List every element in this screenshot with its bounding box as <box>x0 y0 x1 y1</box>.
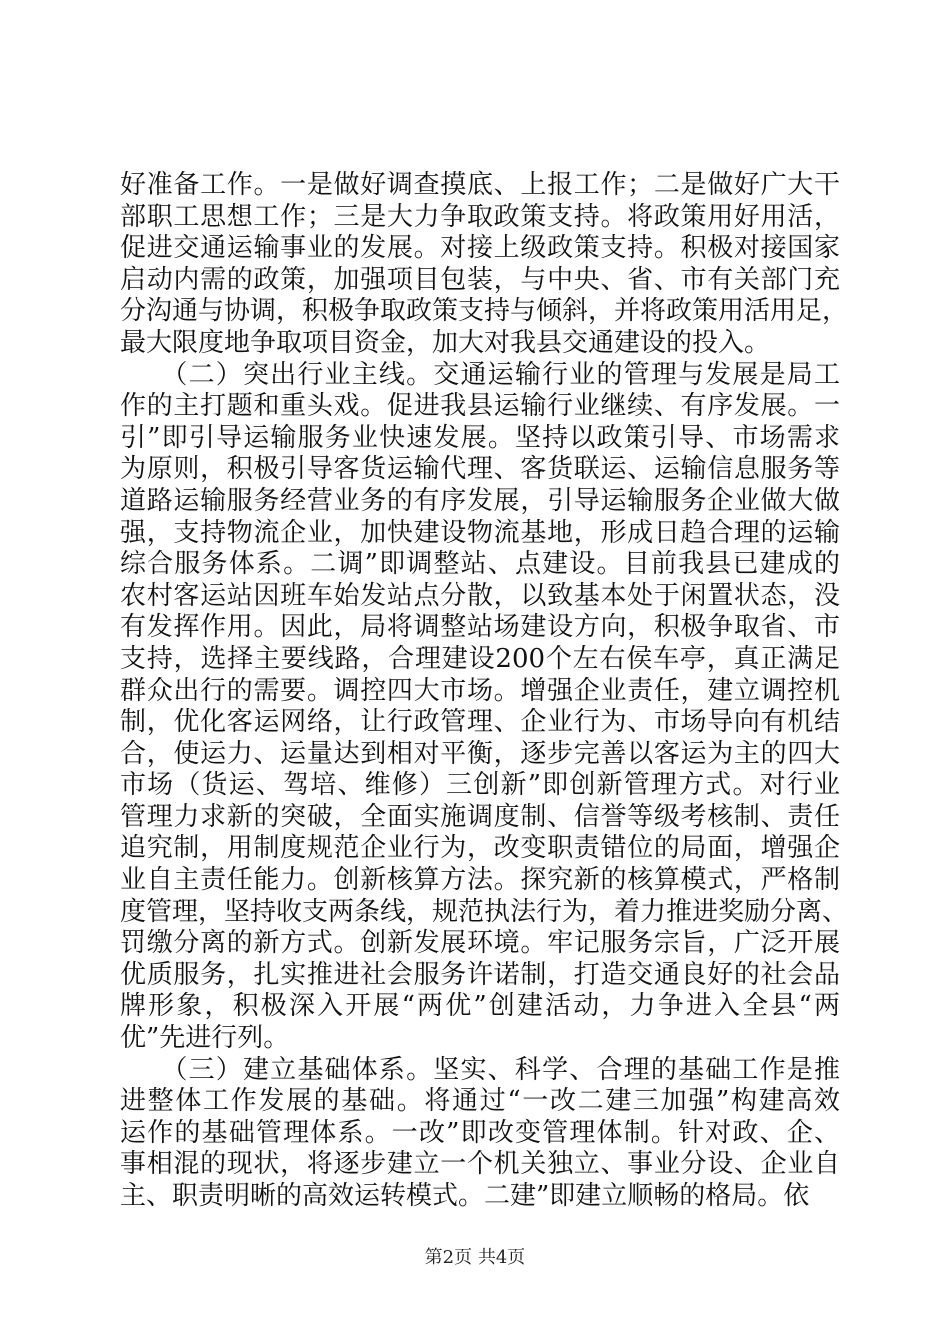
text-line: 优”先进行列。 <box>120 1023 290 1054</box>
text-line: 制，优化客运网络，让行政管理、企业行为、市场导向有机结 <box>120 707 840 738</box>
text-line: 部职工思想工作；三是大力争取政策支持。将政策用好用活， <box>120 201 840 232</box>
text-line: 引”即引导运输服务业快速发展。坚持以政策引导、市场需求 <box>120 422 840 453</box>
text-line: 业自主责任能力。创新核算方法。探究新的核算模式，严格制 <box>120 865 840 896</box>
text-line: 优质服务，扎实推进社会服务许诺制，打造交通良好的社会品 <box>120 959 840 990</box>
text-line: 合，使运力、运量达到相对平衡，逐步完善以客运为主的四大 <box>120 738 840 769</box>
text-line: 最大限度地争取项目资金，加大对我县交通建设的投入。 <box>120 327 771 358</box>
text-line: 追究制，用制度规范企业行为，改变职责错位的局面，增强企 <box>120 833 840 864</box>
body-text <box>120 170 849 1213</box>
text-line: 有发挥作用。因此，局将调整站场建设方向，积极争取省、市 <box>120 612 840 643</box>
text-line: 运作的基础管理体系。一改”即改变管理体制。针对政、企、 <box>120 1117 840 1148</box>
text-line: 罚缴分离的新方式。创新发展环境。牢记服务宗旨，广泛开展 <box>120 928 840 959</box>
text-line: 促进交通运输事业的发展。对接上级政策支持。积极对接国家 <box>120 233 840 264</box>
text-line: 支持，选择主要线路，合理建设200个左右侯车亭，真正满足 <box>120 643 840 674</box>
text-line: 为原则，积极引导客货运输代理、客货联运、运输信息服务等 <box>120 454 840 485</box>
text-line: 牌形象，积极深入开展“两优”创建活动，力争进入全县“两 <box>120 991 840 1022</box>
text-line: 强，支持物流企业，加快建设物流基地，形成日趋合理的运输 <box>120 517 840 548</box>
text-line: （三）建立基础体系。坚实、科学、合理的基础工作是推 <box>120 1054 840 1085</box>
text-line: 主、职责明晰的高效运转模式。二建”即建立顺畅的格局。依 <box>120 1181 810 1211</box>
text-line: （二）突出行业主线。交通运输行业的管理与发展是局工 <box>120 359 840 390</box>
text-line: 市场（货运、驾培、维修）三创新”即创新管理方式。对行业 <box>120 770 840 801</box>
text-line: 启动内需的政策，加强项目包装，与中央、省、市有关部门充 <box>120 264 840 295</box>
text-line: 好准备工作。一是做好调查摸底、上报工作；二是做好广大干 <box>120 170 840 200</box>
text-line: 管理力求新的突破，全面实施调度制、信誉等级考核制、责任 <box>120 801 840 832</box>
text-line: 事相混的现状，将逐步建立一个机关独立、事业分设、企业自 <box>120 1149 840 1180</box>
text-line: 综合服务体系。二调”即调整站、点建设。目前我县已建成的 <box>120 549 840 580</box>
text-line: 农村客运站因班车始发站点分散，以致基本处于闲置状态，没 <box>120 580 840 611</box>
text-line: 分沟通与协调，积极争取政策支持与倾斜，并将政策用活用足， <box>120 296 849 327</box>
text-line: 群众出行的需要。调控四大市场。增强企业责任，建立调控机 <box>120 675 840 706</box>
text-line: 进整体工作发展的基础。将通过“一改二建三加强”构建高效 <box>120 1086 840 1117</box>
page-footer: 第2页 共4页 <box>424 1247 526 1268</box>
text-line: 度管理，坚持收支两条线，规范执法行为，着力推进奖励分离、 <box>120 896 849 927</box>
text-line: 道路运输服务经营业务的有序发展，引导运输服务企业做大做 <box>120 485 840 516</box>
text-line: 作的主打题和重头戏。促进我县运输行业继续、有序发展。一 <box>120 391 840 422</box>
